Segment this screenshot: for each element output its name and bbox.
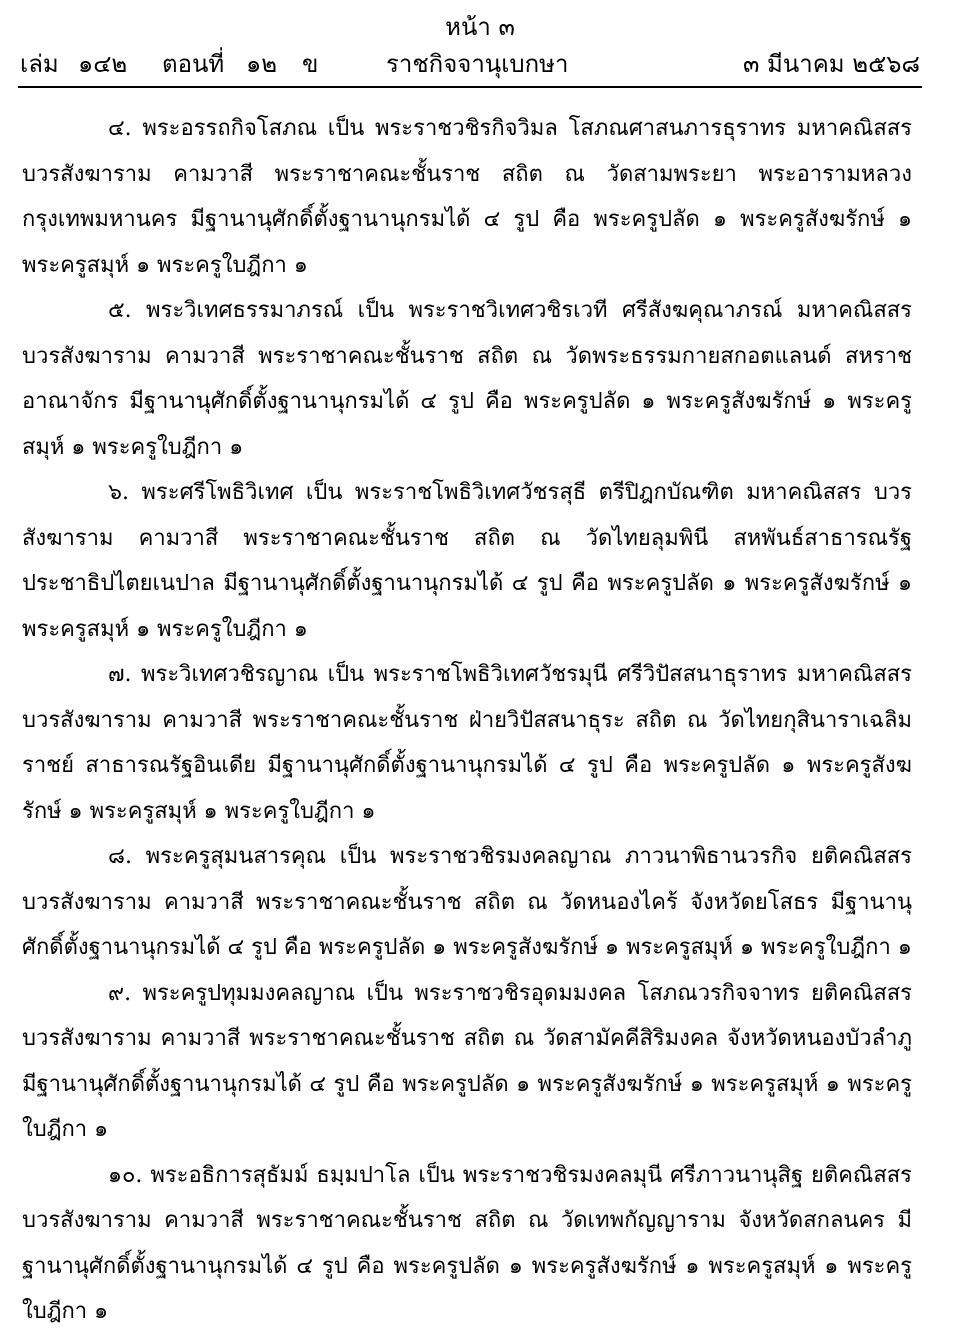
header-divider (18, 86, 922, 88)
paragraph-item-9: ๙. พระครูปทุมมงคลญาณ เป็น พระราชวชิรอุดมมงคล โสภณวรกิจจาทร ยติคณิสสร บวรสังฆาราม คามวาสี พระราชาคณะชั้นราช สถิต ณ วัดสามัคคีสิริมงคล จังหวัดหนองบัวลำภู มีฐานานุศักดิ์ตั้งฐานานุกรมได้ ๔ รูป คือ พระครูปลัด ๑ พระครูสังฆรักษ์ ๑ พระครูสมุห์ ๑ พระครูใบฎีกา ๑ (22, 980, 912, 1142)
page-number: หน้า ๓ (445, 13, 515, 41)
volume-number: ๑๔๒ (78, 50, 128, 78)
publication-date: ๓ มีนาคม ๒๕๖๘ (743, 50, 920, 78)
document-body (22, 106, 912, 1335)
paragraph-item-6: ๖. พระศรีโพธิวิเทศ เป็น พระราชโพธิวิเทศวัชรสุธี ตรีปิฎกบัณฑิต มหาคณิสสร บวรสังฆาราม คามวาสี พระราชาคณะชั้นราช สถิต ณ วัดไทยลุมพินี สหพันธ์สาธารณรัฐประชาธิปไตยเนปาล มีฐานานุศักดิ์ตั้งฐานานุกรมได้ ๔ รูป คือ พระครูปลัด ๑ พระครูสังฆรักษ์ ๑ พระครูสมุห์ ๑ พระครูใบฎีกา ๑ (22, 480, 912, 642)
paragraph-item-10: ๑๐. พระอธิการสุธัมม์ ธมฺมปาโล เป็น พระราชวชิรมงคลมุนี ศรีภาวนานุสิฐ ยติคณิสสร บวรสังฆาราม คามวาสี พระราชาคณะชั้นราช สถิต ณ วัดเทพกัญญาราม จังหวัดสกลนคร มีฐานานุศักดิ์ตั้งฐานานุกรมได้ ๔ รูป คือ พระครูปลัด ๑ พระครูสังฆรักษ์ ๑ พระครูสมุห์ ๑ พระครูใบฎีกา ๑ (22, 1162, 912, 1324)
issue-number: ๑๒ (246, 50, 278, 78)
paragraph-item-4: ๔. พระอรรถกิจโสภณ เป็น พระราชวชิรกิจวิมล โสภณศาสนภารธุราทร มหาคณิสสร บวรสังฆาราม คามวาสี พระราชาคณะชั้นราช สถิต ณ วัดสามพระยา พระอารามหลวง กรุงเทพมหานคร มีฐานานุศักดิ์ตั้งฐานานุกรมได้ ๔ รูป คือ พระครูปลัด ๑ พระครูสังฆรักษ์ ๑ พระครูสมุห์ ๑ พระครูใบฎีกา ๑ (22, 116, 912, 278)
issue-label: ตอนที่ (162, 50, 225, 78)
volume-label: เล่ม (20, 50, 59, 78)
paragraph-item-8: ๘. พระครูสุมนสารคุณ เป็น พระราชวชิรมงคลญาณ ภาวนาพิธานวรกิจ ยติคณิสสร บวรสังฆาราม คามวาสี พระราชาคณะชั้นราช สถิต ณ วัดหนองไคร้ จังหวัดยโสธร มีฐานานุศักดิ์ตั้งฐานานุกรมได้ ๔ รูป คือ พระครูปลัด ๑ พระครูสังฆรักษ์ ๑ พระครูสมุห์ ๑ พระครูใบฎีกา ๑ (22, 844, 912, 960)
section-letter: ข (302, 50, 319, 78)
paragraph-item-5: ๕. พระวิเทศธรรมาภรณ์ เป็น พระราชวิเทศวชิรเวที ศรีสังฆคุณาภรณ์ มหาคณิสสร บวรสังฆาราม คามวาสี พระราชาคณะชั้นราช สถิต ณ วัดพระธรรมกายสกอตแลนด์ สหราชอาณาจักร มีฐานานุศักดิ์ตั้งฐานานุกรมได้ ๔ รูป คือ พระครูปลัด ๑ พระครูสังฆรักษ์ ๑ พระครูสมุห์ ๑ พระครูใบฎีกา ๑ (22, 298, 912, 460)
gazette-header (20, 48, 920, 80)
gazette-name: ราชกิจจานุเบกษา (386, 50, 569, 78)
paragraph-item-7: ๗. พระวิเทศวชิรญาณ เป็น พระราชโพธิวิเทศวัชรมุนี ศรีวิปัสสนาธุราทร มหาคณิสสร บวรสังฆาราม คามวาสี พระราชาคณะชั้นราช ฝ่ายวิปัสสนาธุระ สถิต ณ วัดไทยกุสินาราเฉลิมราชย์ สาธารณรัฐอินเดีย มีฐานานุศักดิ์ตั้งฐานานุกรมได้ ๔ รูป คือ พระครูปลัด ๑ พระครูสังฆรักษ์ ๑ พระครูสมุห์ ๑ พระครูใบฎีกา ๑ (22, 662, 912, 824)
